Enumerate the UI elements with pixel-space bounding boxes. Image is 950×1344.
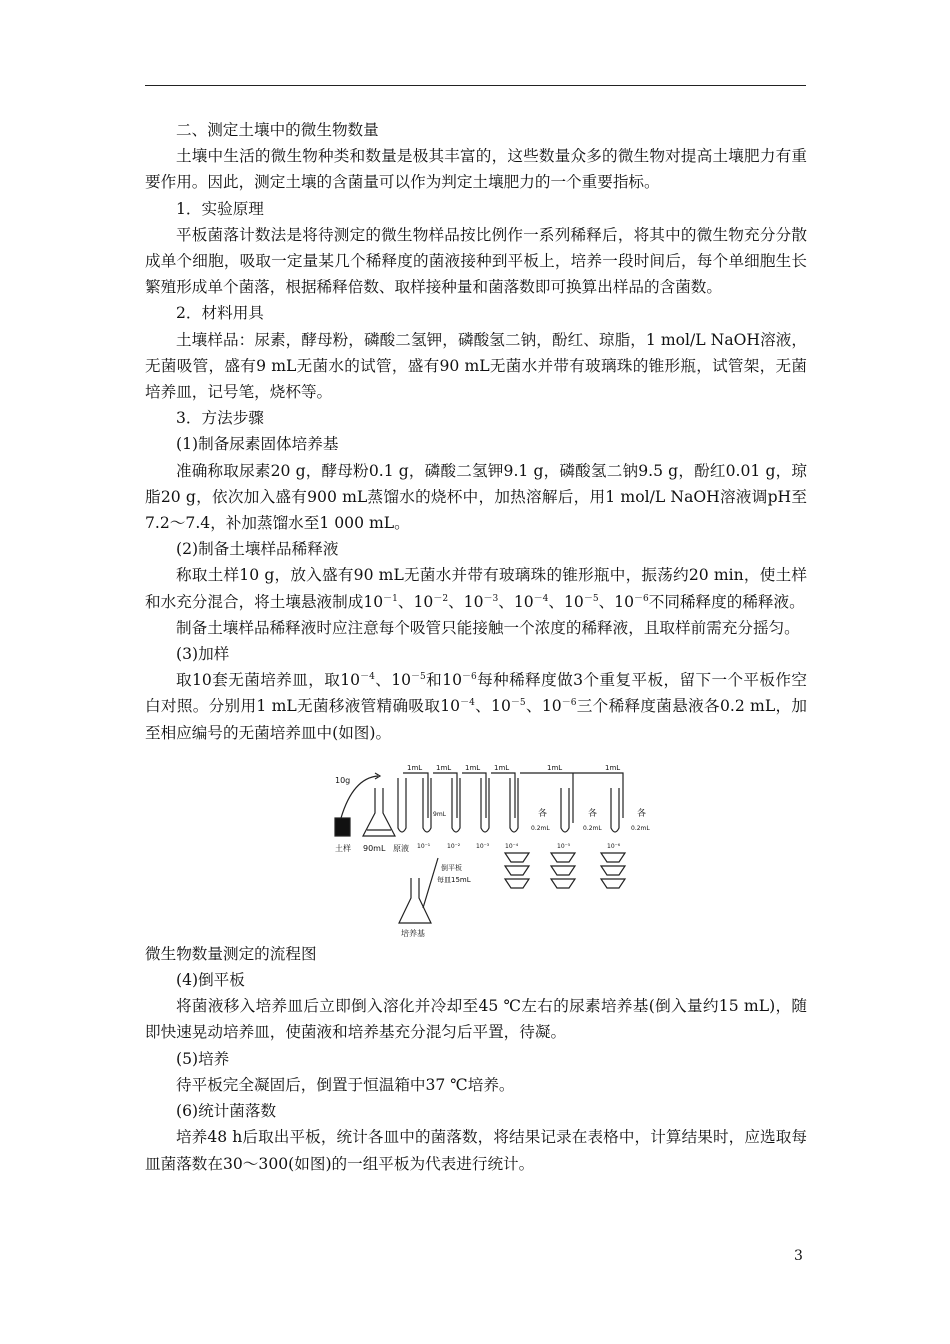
step1-heading: (1)制备尿素固体培养基 xyxy=(176,435,339,454)
step2-note: 制备土壤样品稀释液时应注意每个吸管只能接触一个浓度的稀释液，且取样前需充分摇匀。 xyxy=(176,618,800,637)
section-title: 二、测定土壤中的微生物数量 xyxy=(176,121,379,139)
pipette-label-3: 1mL xyxy=(465,763,481,772)
each-volume-label-1: 0.2mL xyxy=(531,824,550,832)
materials-heading: 2．材料用具 xyxy=(176,304,264,323)
per-dish-label: 每皿15mL xyxy=(437,875,471,884)
stock-tube xyxy=(398,778,406,832)
tube-volume-label: 9mL xyxy=(433,810,447,818)
pipette-label-1: 1mL xyxy=(407,763,423,772)
medium-flask xyxy=(399,878,431,923)
each-label-1: 各 xyxy=(538,808,548,819)
pipette-label-2: 1mL xyxy=(436,763,452,772)
each-label-2: 各 xyxy=(588,808,598,819)
dilution-label-6: 10⁻⁶ xyxy=(607,842,621,850)
materials-paragraph: 土壤样品：尿素，酵母粉，磷酸二氢钾，磷酸氢二钠，酚红、琼脂，1 mol/L NaOH溶液，无菌吸管，盛有9 mL无菌水的试管，盛有90 mL无菌水并带有玻璃珠的锥形瓶，试管架，无菌培养皿，记号笔，烧杯等。 xyxy=(145,330,807,402)
figure-caption: 微生物数量测定的流程图 xyxy=(145,944,317,963)
document-body xyxy=(145,117,807,1177)
each-label-3: 各 xyxy=(637,808,647,819)
pour-arrow xyxy=(423,858,438,908)
stock-label: 原液 xyxy=(393,843,409,853)
dilution-label-5: 10⁻⁵ xyxy=(557,842,571,850)
methods-heading: 3．方法步骤 xyxy=(176,409,264,428)
step2-heading: (2)制备土壤样品稀释液 xyxy=(176,540,339,559)
transfer-pipettes xyxy=(403,773,515,818)
step4-paragraph: 将菌液移入培养皿后立即倒入溶化并冷却至45 ℃左右的尿素培养基(倒入量约15 mL)，随即快速晃动培养皿，使菌液和培养基充分混匀后平置，待凝。 xyxy=(145,997,807,1042)
each-volume-label-2: 0.2mL xyxy=(583,824,602,832)
medium-label: 培养基 xyxy=(401,928,425,938)
soil-label: 土样 xyxy=(335,843,351,853)
dilution-tubes xyxy=(423,778,518,832)
flask-volume-label: 90mL xyxy=(363,843,386,853)
plates-group-3 xyxy=(601,853,625,888)
step3-paragraph: 取10套无菌培养皿，取$10^{-4}$、$10^{-5}$和$10^{-6}$每种稀释度做3个重复平板，留下一个平板作空白对照。分别用1 mL无菌移液管精确吸取$10^{-4}$、$10^{-5}$、$10^{-6}$三个稀释度菌悬液各0.2 mL，加至相应编号的无菌培养皿中(如图)。 xyxy=(145,671,808,742)
dilution-label-2: 10⁻² xyxy=(447,842,461,850)
header-rule xyxy=(145,85,806,86)
step3-heading: (3)加样 xyxy=(176,645,230,664)
plates-group-2 xyxy=(551,853,575,888)
pipette-label-5: 1mL xyxy=(547,763,563,772)
dilution-flask xyxy=(363,788,395,836)
intro-paragraph: 土壤中生活的微生物种类和数量是极其丰富的，这些数量众多的微生物对提高土壤肥力有重要作用。因此，测定土壤的含菌量可以作为判定土壤肥力的一个重要指标。 xyxy=(145,147,807,192)
sample-mass-label: 10g xyxy=(335,775,351,785)
step4-heading: (4)倒平板 xyxy=(176,971,245,990)
step6-paragraph: 培养48 h后取出平板，统计各皿中的菌落数，将结果记录在表格中，计算结果时，应选取每皿菌落数在30～300(如图)的一组平板为代表进行统计。 xyxy=(145,1128,807,1173)
plates-group-1 xyxy=(505,853,529,888)
dilution-flowchart xyxy=(333,758,653,938)
step1-paragraph: 准确称取尿素20 g，酵母粉0.1 g，磷酸二氢钾9.1 g，磷酸氢二钠9.5 g，酚红0.01 g，琼脂20 g，依次加入盛有900 mL蒸馏水的烧杯中，加热溶解后，用1 mol/L NaOH溶液调pH至7.2～7.4，补加蒸馏水至1 000 mL。 xyxy=(145,461,807,533)
step2-paragraph: 称取土样10 g，放入盛有90 mL无菌水并带有玻璃珠的锥形瓶中，振荡约20 min，使土样和水充分混合，将土壤悬液制成$10^{-1}$、$10^{-2}$、$10^{-3}$、$10^{-4}$、$10^{-5}$、$10^{-6}$不同稀释度的稀释液。 xyxy=(145,566,807,611)
pipette-label-6: 1mL xyxy=(605,763,621,772)
principle-heading: 1．实验原理 xyxy=(176,199,264,218)
dilution-label-4: 10⁻⁴ xyxy=(505,842,519,850)
step5-heading: (5)培养 xyxy=(176,1049,230,1068)
each-volume-label-3: 0.2mL xyxy=(631,824,650,832)
pipette-label-4: 1mL xyxy=(494,763,510,772)
page-number: 3 xyxy=(794,1248,803,1264)
soil-beaker xyxy=(335,818,350,836)
distribution-pipettes xyxy=(520,773,623,823)
step5-paragraph: 待平板完全凝固后，倒置于恒温箱中37 ℃培养。 xyxy=(176,1075,515,1094)
dilution-label-3: 10⁻³ xyxy=(476,842,490,850)
principle-paragraph: 平板菌落计数法是将待测定的微生物样品按比例作一系列稀释后，将其中的微生物充分分散成单个细胞，吸取一定量某几个稀释度的菌液接种到平板上，培养一段时间后，每个单细胞生长繁殖形成单个菌落，根据稀释倍数、取样接种量和菌落数即可换算出样品的含菌数。 xyxy=(145,225,807,297)
dilution-label-1: 10⁻¹ xyxy=(417,842,431,850)
pour-plate-label: 倒平板 xyxy=(441,863,462,872)
flowchart-figure xyxy=(145,758,807,941)
step6-heading: (6)统计菌落数 xyxy=(176,1102,277,1121)
